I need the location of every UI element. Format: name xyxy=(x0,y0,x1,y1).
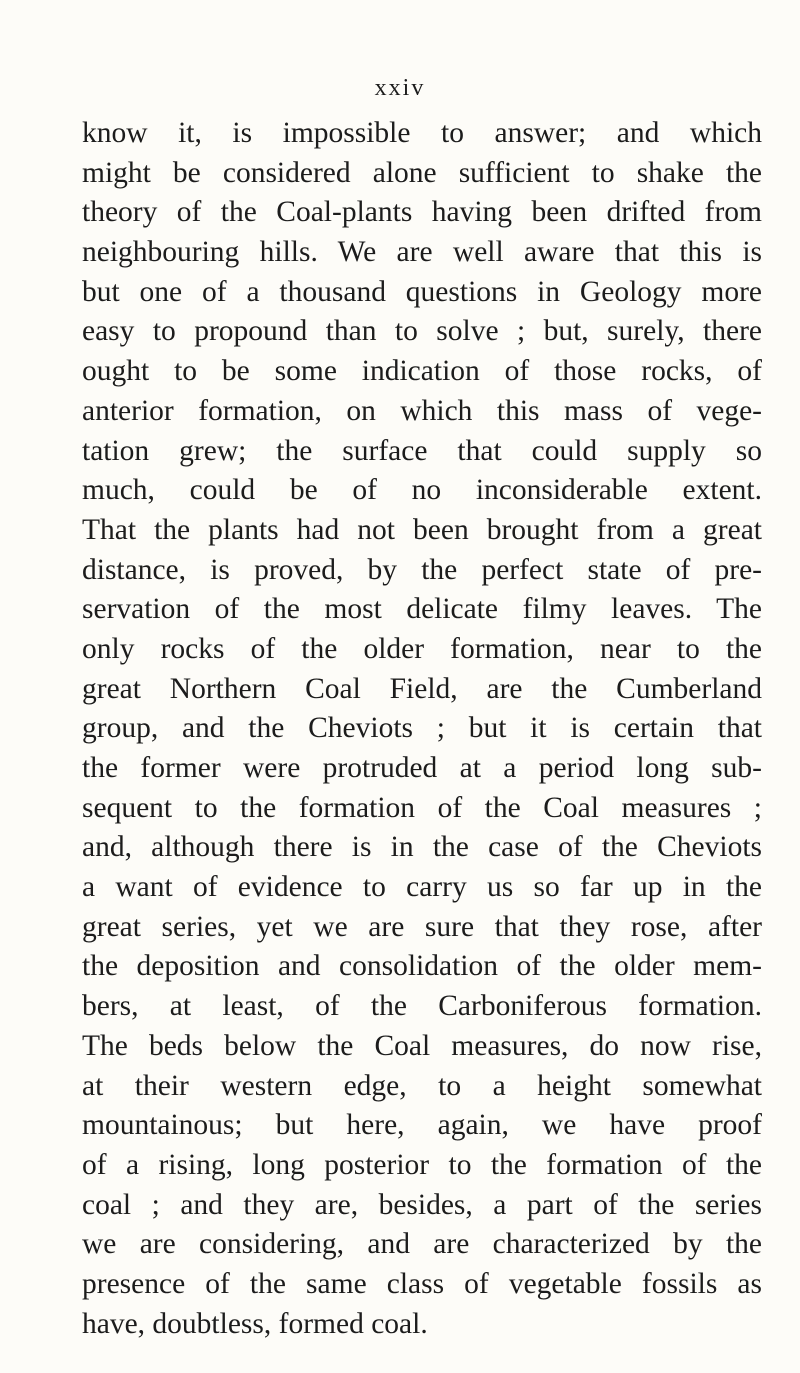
text-line: distance, is proved, by the perfect state of pre- xyxy=(82,553,762,586)
text-line: much, could be of no inconsiderable extent. xyxy=(82,474,762,507)
text-line: group, and the Cheviots ; but it is certain that xyxy=(82,712,762,745)
text-line: servation of the most delicate filmy leaves. The xyxy=(82,593,762,626)
text-line: the deposition and consolidation of the older mem- xyxy=(82,950,762,983)
text-line: the former were protruded at a period long sub- xyxy=(82,752,762,784)
text-line: great Northern Coal Field, are the Cumberland xyxy=(82,672,762,705)
text-line: but one of a thousand questions in Geology more xyxy=(82,275,762,308)
text-line: great series, yet we are sure that they rose, after xyxy=(82,910,762,943)
text-line: The beds below the Coal measures, do now rise, xyxy=(82,1029,762,1062)
text-line: mountainous; but here, again, we have proof xyxy=(82,1109,762,1142)
text-line: a want of evidence to carry us so far up in the xyxy=(82,871,762,904)
body-text xyxy=(82,114,762,1344)
page-number: xxiv xyxy=(374,75,426,101)
text-line: anterior formation, on which this mass of vege- xyxy=(82,394,762,427)
text-line: That the plants had not been brought from a great xyxy=(82,513,762,546)
text-line: know it, is impossible to answer; and which xyxy=(82,117,762,149)
text-line: easy to propound than to solve ; but, surely, there xyxy=(82,315,762,348)
text-line: at their western edge, to a height somewhat xyxy=(82,1069,762,1102)
text-line: coal ; and they are, besides, a part of the series xyxy=(82,1188,762,1221)
text-line: sequent to the formation of the Coal measures ; xyxy=(82,791,762,824)
text-line: tation grew; the surface that could supply so xyxy=(82,434,762,467)
text-line: neighbouring hills. We are well aware that this is xyxy=(82,236,762,269)
text-line: and, although there is in the case of the Cheviots xyxy=(82,831,762,864)
text-line: theory of the Coal-plants having been drifted from xyxy=(82,196,762,229)
text-line: might be considered alone sufficient to shake the xyxy=(82,156,762,189)
text-line: we are considering, and are characterized by the xyxy=(82,1228,762,1261)
text-line: bers, at least, of the Carboniferous formation. xyxy=(82,990,762,1023)
text-line-last: have, doubtless, formed coal. xyxy=(82,1307,428,1340)
text-line: only rocks of the older formation, near to the xyxy=(82,632,762,665)
text-line: ought to be some indication of those rocks, of xyxy=(82,355,762,388)
text-line: presence of the same class of vegetable fossils as xyxy=(82,1267,762,1300)
text-line: of a rising, long posterior to the formation of the xyxy=(82,1148,762,1181)
